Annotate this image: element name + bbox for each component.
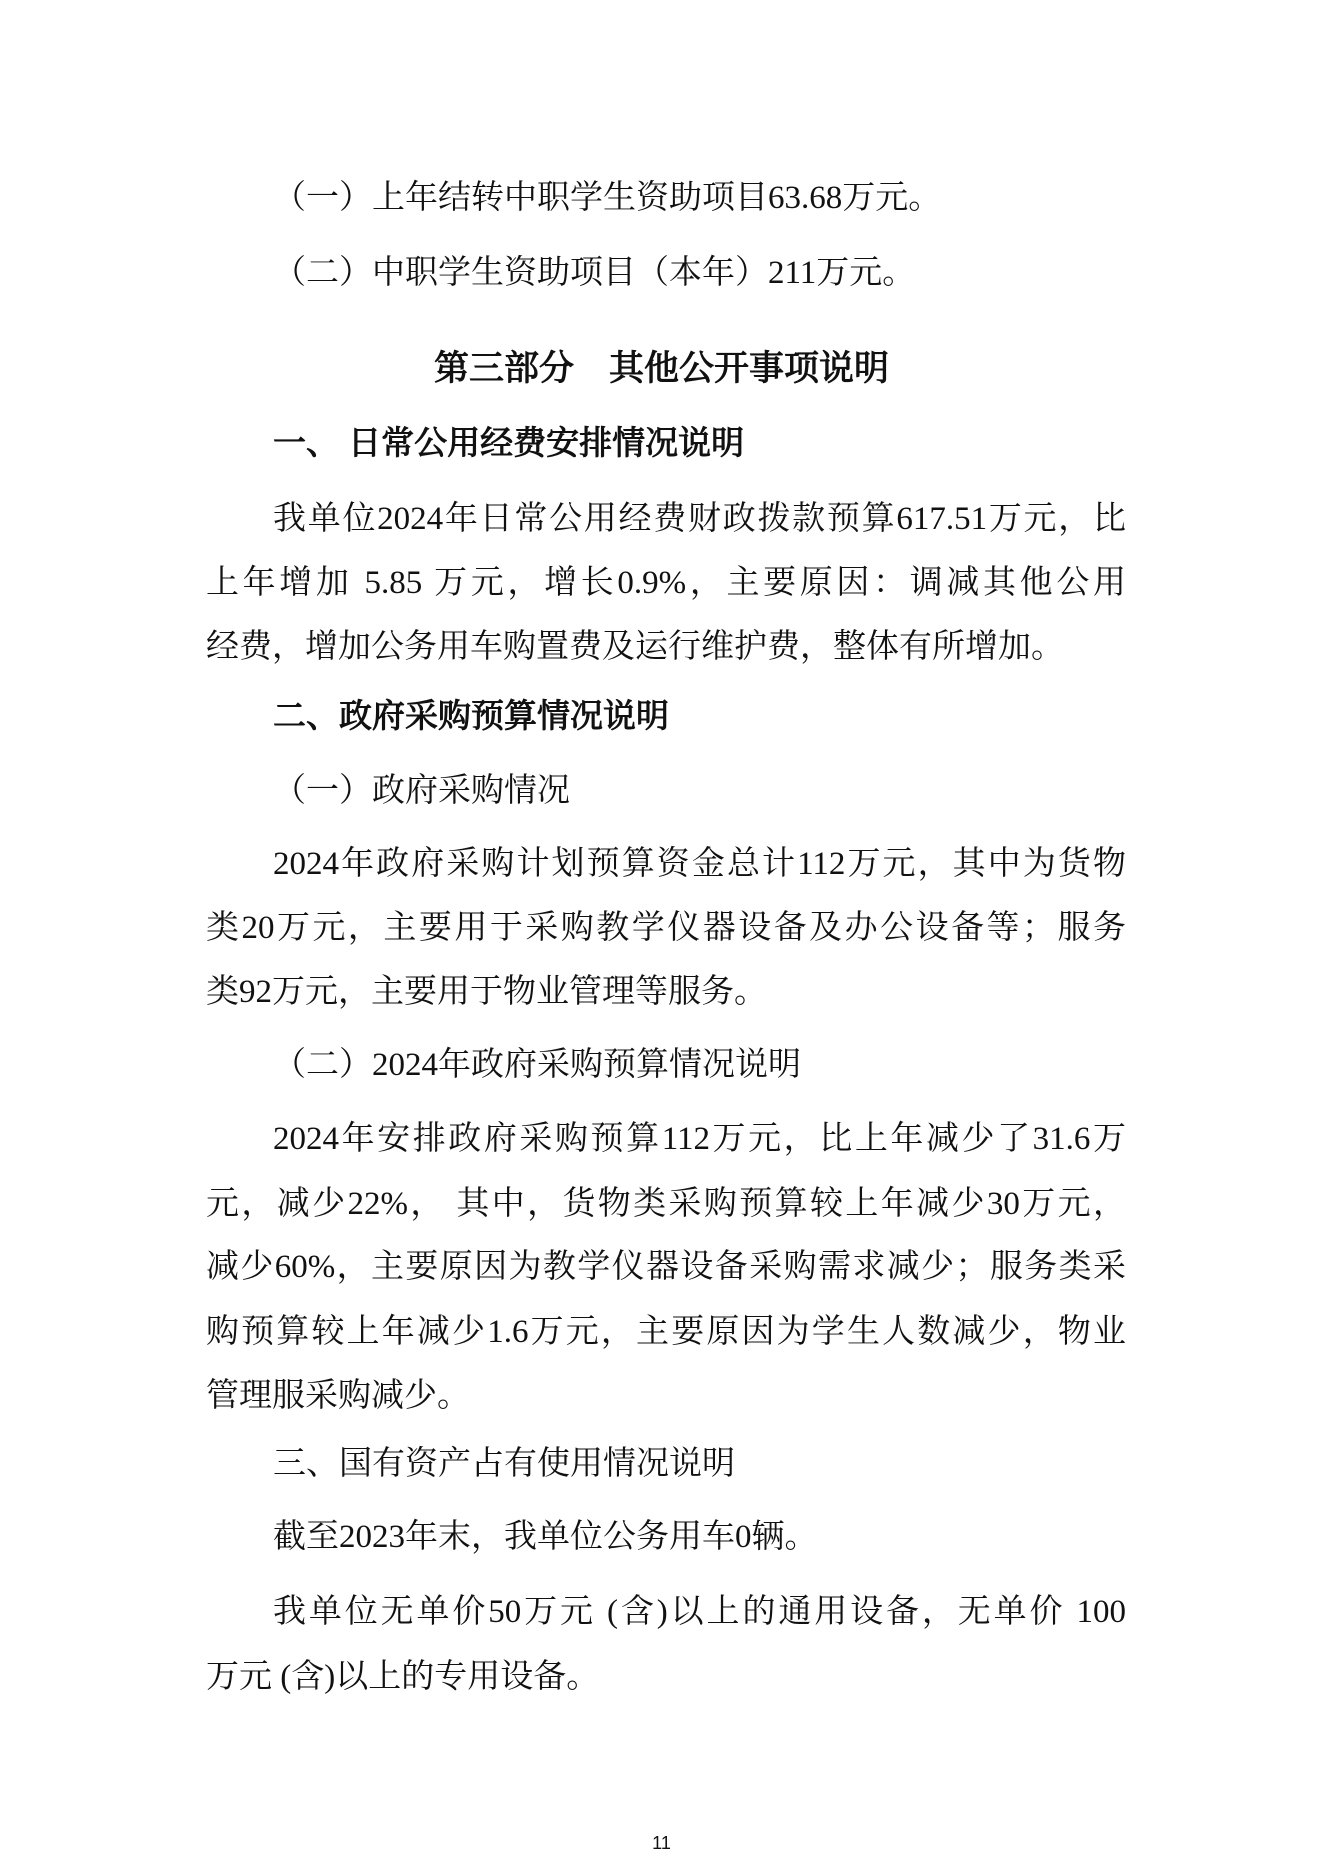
paragraph-line: 上年增加 5.85 万元，增长0.9%，主要原因：调减其他公用: [206, 565, 1126, 601]
paragraph-line: 元，减少22%， 其中，货物类采购预算较上年减少30万元，: [206, 1186, 1126, 1222]
section-heading-daily-expenses: 一、 日常公用经费安排情况说明: [273, 424, 745, 461]
carryover-item: （一）上年结转中职学生资助项目63.68万元。: [273, 180, 942, 216]
subsection-heading-procurement-budget: （二）2024年政府采购预算情况说明: [273, 1047, 801, 1083]
carryover-item: （二）中职学生资助项目（本年）211万元。: [273, 255, 916, 291]
paragraph-line: 我单位无单价50万元 (含)以上的通用设备，无单价 100: [273, 1594, 1126, 1630]
paragraph-line: 万元 (含)以上的专用设备。: [206, 1659, 600, 1695]
paragraph-line: 2024年政府采购计划预算资金总计112万元，其中为货物: [273, 846, 1126, 882]
paragraph-line: 类20万元，主要用于采购教学仪器设备及办公设备等；服务: [206, 910, 1126, 946]
part-title: 第三部分 其他公开事项说明: [433, 349, 889, 388]
paragraph-line: 减少60%，主要原因为教学仪器设备采购需求减少；服务类采: [206, 1249, 1126, 1285]
section-heading-state-assets: 三、国有资产占有使用情况说明: [273, 1446, 735, 1482]
paragraph-line: 截至2023年末，我单位公务用车0辆。: [273, 1519, 818, 1555]
paragraph-line: 购预算较上年减少1.6万元，主要原因为学生人数减少，物业: [206, 1314, 1126, 1350]
page-number: 11: [652, 1833, 671, 1853]
paragraph-line: 管理服采购减少。: [206, 1378, 470, 1414]
paragraph-line: 我单位2024年日常公用经费财政拨款预算617.51万元，比: [273, 501, 1126, 537]
paragraph-line: 类92万元，主要用于物业管理等服务。: [206, 974, 767, 1010]
section-heading-procurement: 二、政府采购预算情况说明: [273, 697, 669, 734]
paragraph-line: 经费，增加公务用车购置费及运行维护费，整体有所增加。: [206, 629, 1064, 665]
paragraph-line: 2024年安排政府采购预算112万元，比上年减少了31.6万: [273, 1121, 1126, 1157]
subsection-heading-procurement-status: （一）政府采购情况: [273, 773, 570, 809]
